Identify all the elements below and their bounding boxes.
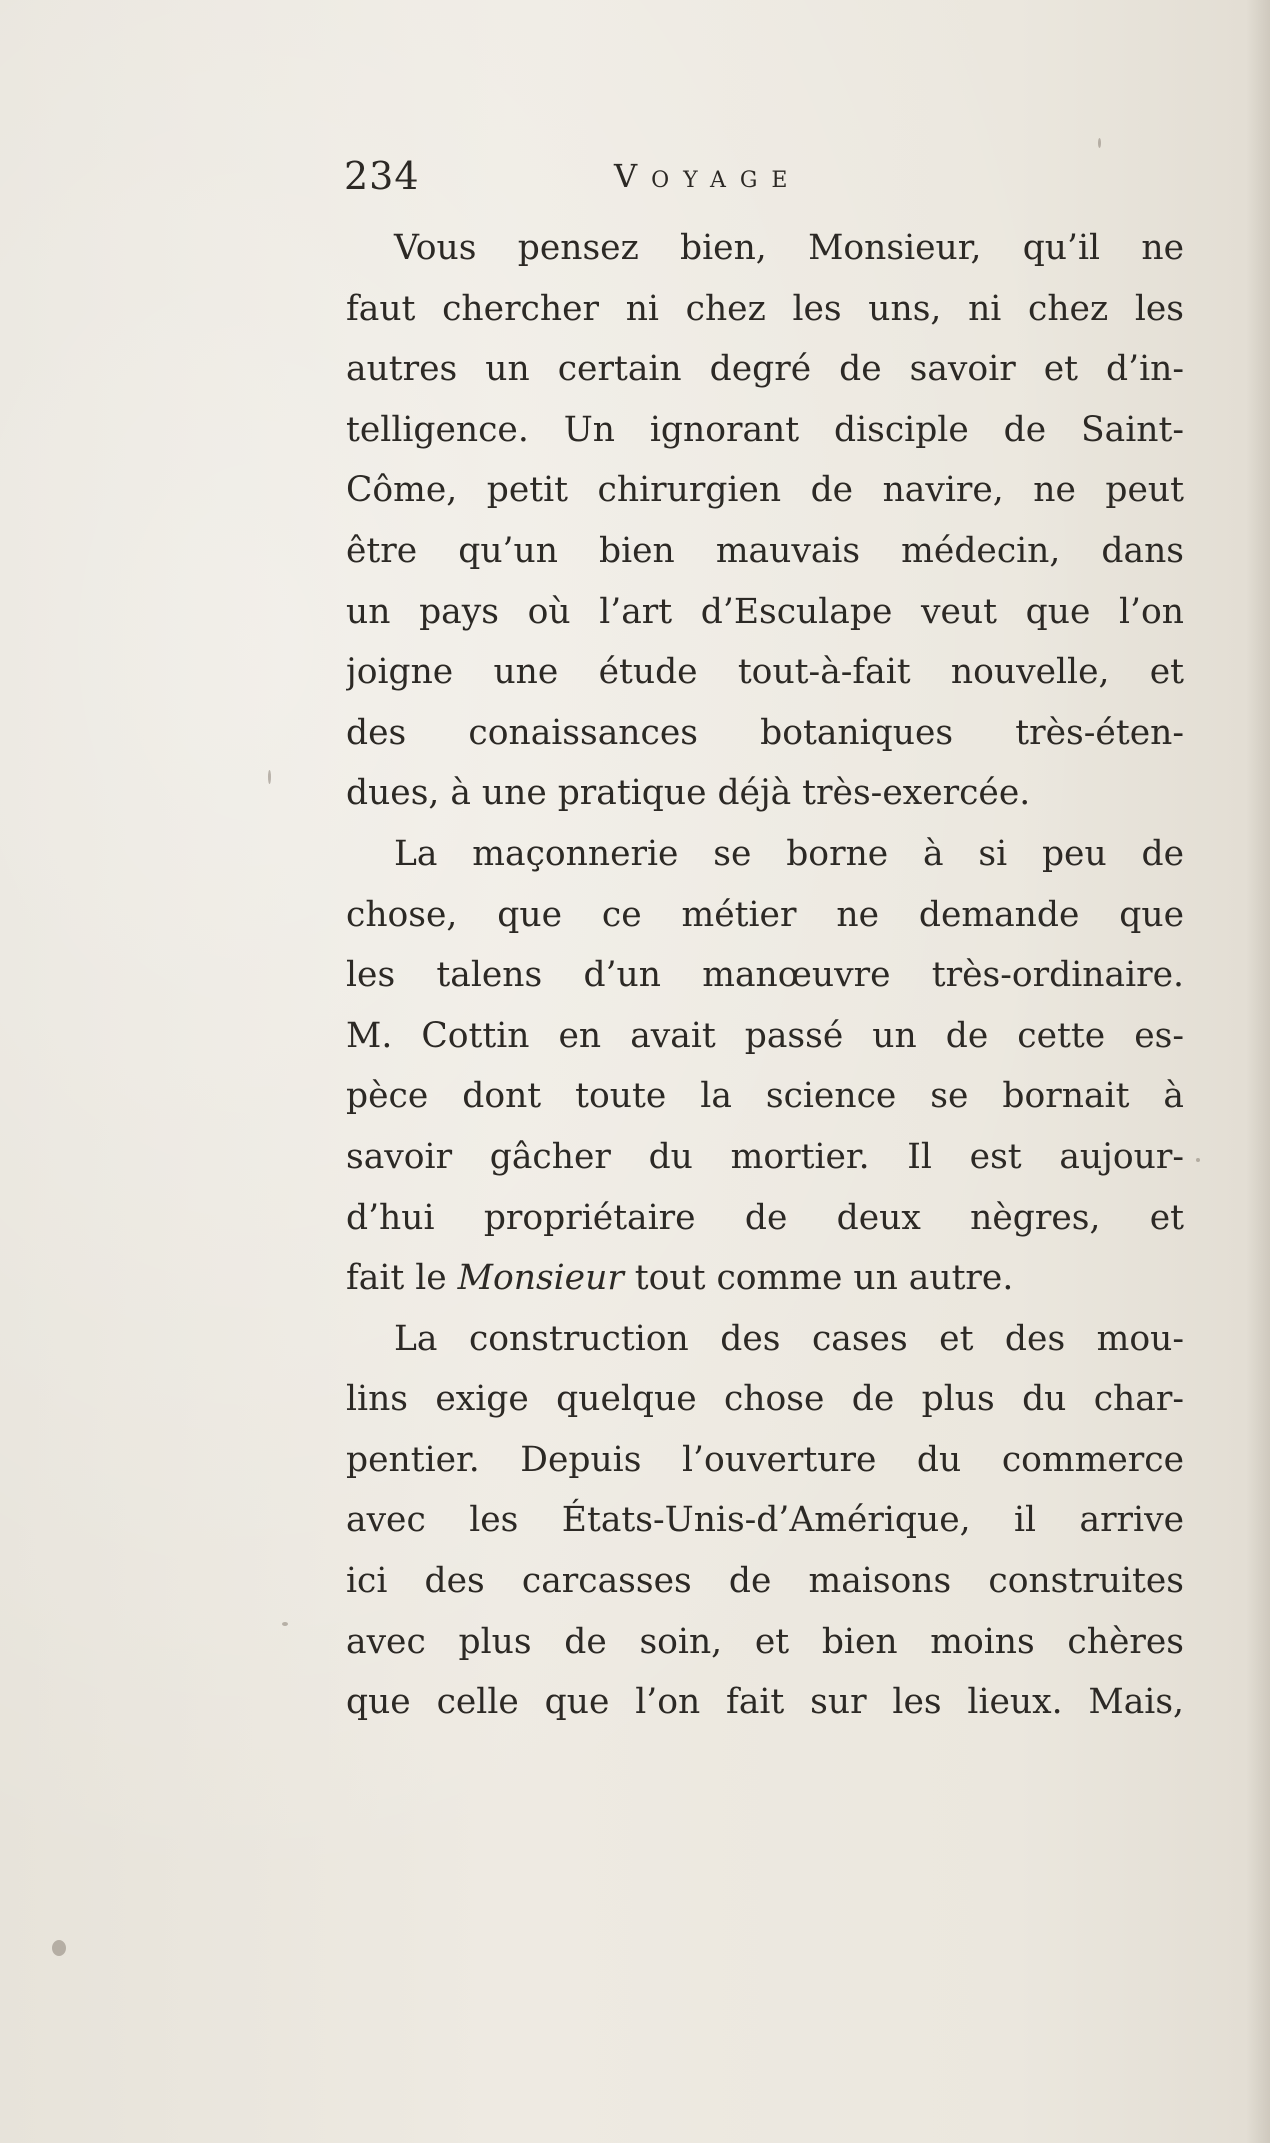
text-line: pentier. Depuis l’ouverture du commerce xyxy=(346,1439,1184,1480)
text-line: ici des carcasses de maisons construites xyxy=(346,1561,1184,1602)
text-line: avec plus de soin, et bien moins chères xyxy=(346,1621,1184,1662)
text-line: pèce dont toute la science se bornait à xyxy=(346,1076,1184,1117)
text-line: M. Cottin en avait passé un de cette es- xyxy=(346,1015,1184,1056)
text-segment: fait le xyxy=(346,1258,458,1299)
paper-speck xyxy=(1098,138,1101,148)
text-line: des conaissances botaniques très-éten- xyxy=(346,712,1184,753)
text-line-with-italic xyxy=(346,1248,1184,1309)
text-line: dues, à une pratique déjà très-exercée. xyxy=(346,773,1031,814)
text-line: Côme, petit chirurgien de navire, ne peut xyxy=(346,470,1184,511)
text-line: savoir gâcher du mortier. Il est aujour- xyxy=(346,1136,1184,1177)
text-line: d’hui propriétaire de deux nègres, et xyxy=(346,1197,1184,1238)
text-line: lins exige quelque chose de plus du char- xyxy=(346,1379,1184,1420)
text-line: telligence. Un ignorant disciple de Saint- xyxy=(346,409,1184,450)
text-line: autres un certain degré de savoir et d’in- xyxy=(346,349,1184,390)
italic-word: Monsieur xyxy=(457,1258,624,1299)
text-line: avec les États-Unis-d’Amérique, il arrive xyxy=(346,1500,1184,1541)
paper-speck xyxy=(52,1940,66,1956)
body-text xyxy=(346,218,1184,1733)
text-line: un pays où l’art d’Esculape veut que l’on xyxy=(346,591,1184,632)
text-line: La maçonnerie se borne à si peu de xyxy=(394,833,1184,874)
paper-speck xyxy=(1196,1158,1200,1162)
text-segment: tout comme un autre. xyxy=(623,1258,1014,1299)
paper-speck xyxy=(268,770,271,784)
text-line: Vous pensez bien, Monsieur, qu’il ne xyxy=(394,228,1184,268)
gutter-shadow xyxy=(1246,0,1270,2143)
page-number: 234 xyxy=(344,154,420,198)
text-line: que celle que l’on fait sur les lieux. Mais, xyxy=(346,1682,1184,1723)
text-line: joigne une étude tout-à-fait nouvelle, et xyxy=(346,652,1184,693)
running-head xyxy=(344,150,1184,202)
text-line: faut chercher ni chez les uns, ni chez les xyxy=(346,288,1184,329)
text-line: être qu’un bien mauvais médecin, dans xyxy=(346,530,1184,571)
running-title: Voyage xyxy=(614,157,802,195)
text-line: les talens d’un manœuvre très-ordinaire. xyxy=(346,955,1184,996)
text-line: La construction des cases et des mou- xyxy=(394,1318,1184,1359)
text-line: chose, que ce métier ne demande que xyxy=(346,894,1184,935)
paper-speck xyxy=(282,1622,288,1626)
